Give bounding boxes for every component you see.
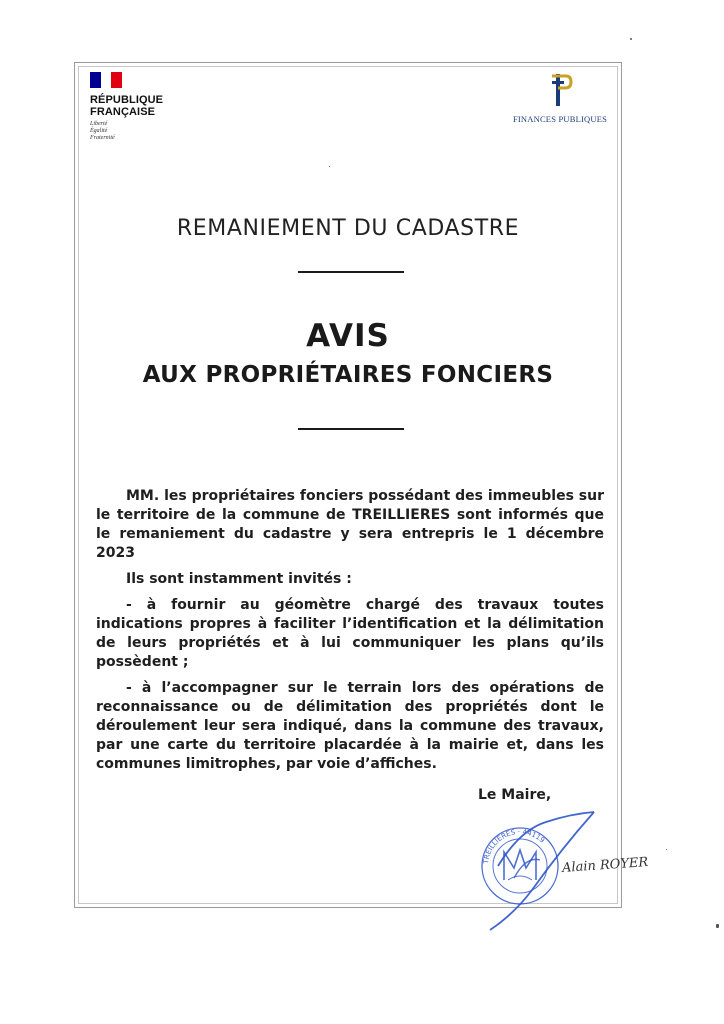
finances-publiques-logo — [500, 72, 620, 124]
subtitle-rule — [298, 428, 404, 430]
document-border — [74, 62, 622, 908]
paragraph-invites: Ils sont instamment invités : — [126, 571, 352, 587]
republique-francaise-logo — [90, 72, 163, 142]
french-flag-icon — [90, 72, 122, 88]
notice-body — [96, 487, 604, 781]
fp-label: FINANCES PUBLIQUES — [512, 114, 608, 124]
mayor-signature: Alain ROYER — [561, 855, 649, 876]
motto-liberte: Liberté — [90, 121, 108, 127]
scan-speck — [630, 38, 632, 40]
scan-speck — [329, 166, 330, 167]
fp-monogram-icon — [546, 72, 574, 108]
motto-egalite: Égalité — [90, 128, 108, 134]
avis-heading: AVIS — [306, 318, 390, 354]
paragraph-intro: MM. les propriétaires fonciers possédant des immeubles sur le territoire de la commune de TREILLIERES sont informés que le remaniement du cadastre y sera entrepris le 1 décembre 2023 — [96, 488, 604, 561]
rf-name-line2: FRANÇAISE — [90, 106, 156, 118]
document-title: REMANIEMENT DU CADASTRE — [176, 216, 520, 241]
scan-speck — [716, 924, 719, 928]
rf-name — [90, 94, 163, 118]
motto-fraternite: Fraternité — [90, 135, 115, 141]
rf-motto — [90, 121, 163, 142]
signoff: Le Maire, — [478, 787, 552, 803]
title-rule — [298, 271, 404, 273]
avis-subtitle: AUX PROPRIÉTAIRES FONCIERS — [142, 362, 554, 388]
rf-name-line1: RÉPUBLIQUE — [90, 94, 164, 106]
seal-text: TREILLIERES · 44119 — [482, 827, 547, 865]
paragraph-point-1: - à fournir au géomètre chargé des travaux toutes indications propres à faciliter l’identification et la délimitation de leurs propriétés et à lui communiquer les plans qu’ils possèdent ; — [96, 597, 604, 670]
paragraph-point-2: - à l’accompagner sur le terrain lors des opérations de reconnaissance ou de délimitation des propriétés dont le déroulement leur sera indiqué, dans la commune des travaux, par une carte du territoire placardée à la mairie et, dans les communes limitrophes, par voie d’affiches. — [96, 680, 604, 772]
scan-speck — [666, 849, 667, 850]
